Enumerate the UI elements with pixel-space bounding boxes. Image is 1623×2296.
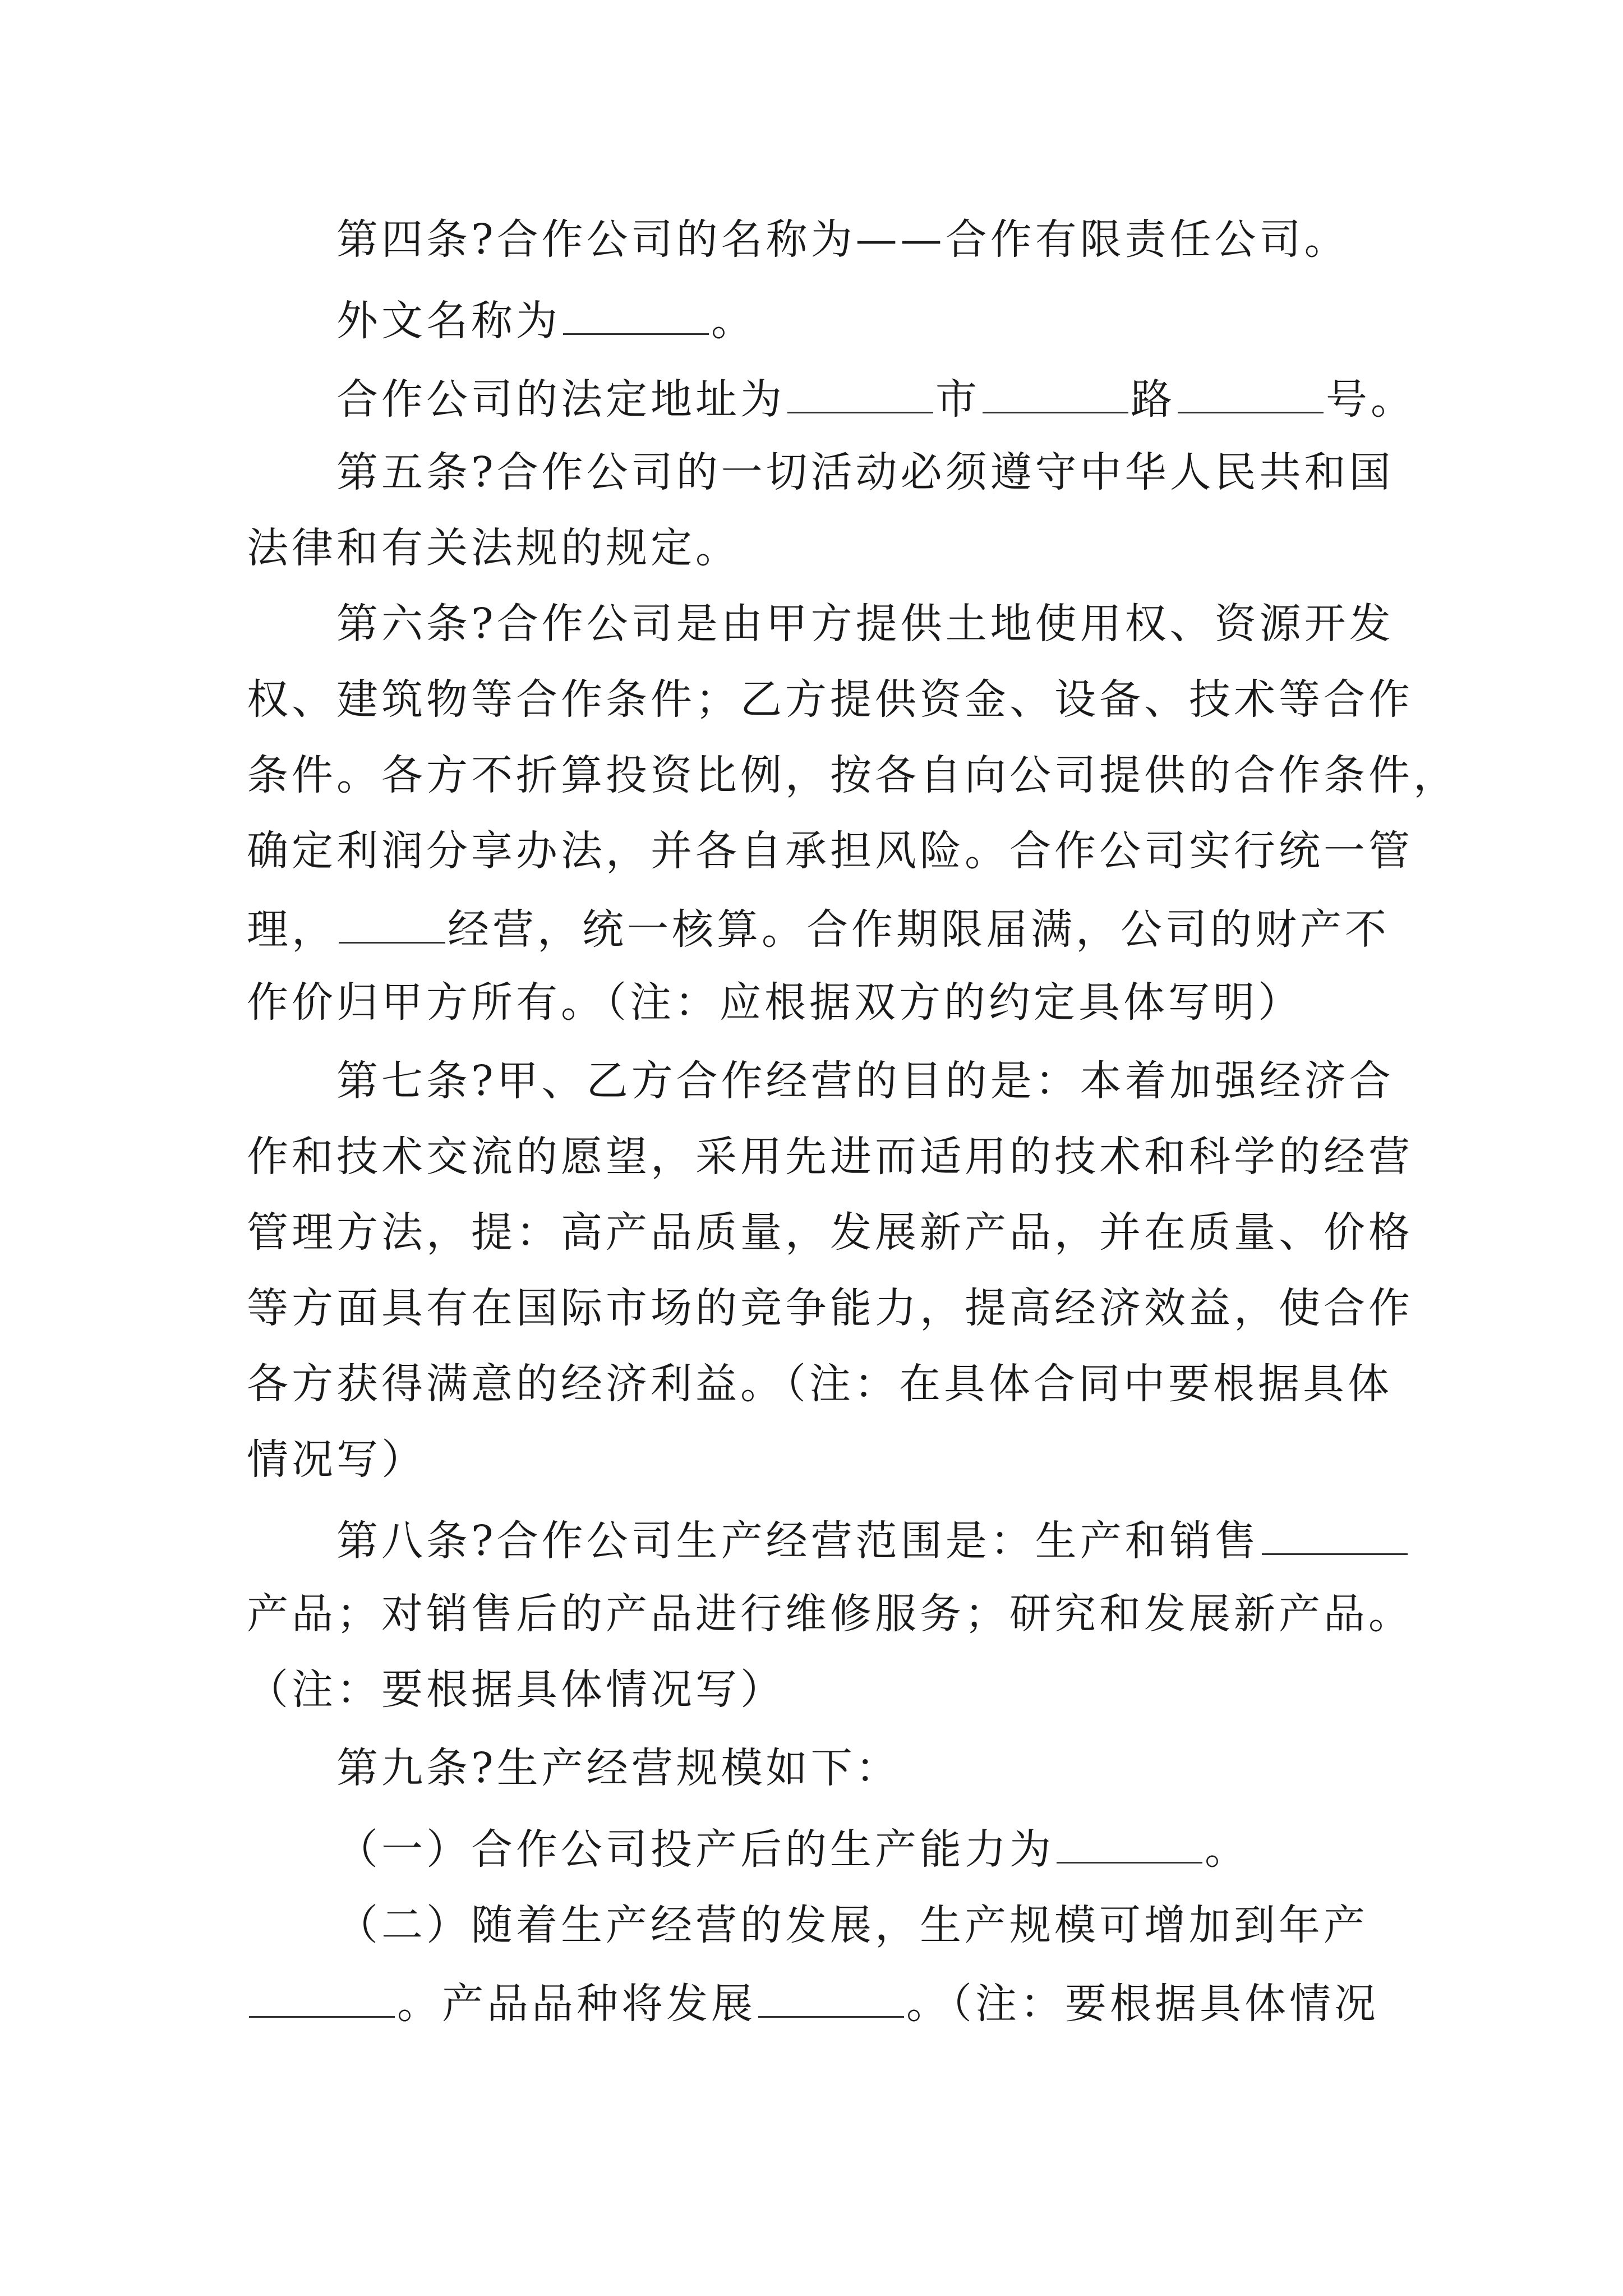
article-7-text-5: 各方获得满意的经济利益。（注：在具体合同中要根据具体 (247, 1360, 1393, 1408)
article-8-line-3 (247, 1665, 785, 1714)
product-blank (1262, 1517, 1408, 1555)
article-6-line-2 (247, 675, 1413, 724)
legal-address-label: 合作公司的法定地址为 (336, 375, 785, 424)
article-7-text-1: 第七条?甲、乙方合作经营的目的是：本着加强经济合 (336, 1057, 1394, 1105)
article-6-text-2: 权、建筑物等合作条件；乙方提供资金、设备、技术等合作 (247, 675, 1413, 724)
article-7-text-6: 情况写） (247, 1435, 426, 1484)
article-9-item-2-text: （二）随着生产经营的发展，生产规模可增加到年产 (336, 1901, 1368, 1949)
article-6-line-5 (247, 905, 1390, 954)
article-7-text-4: 等方面具有在国际市场的竞争能力，提高经济效益，使合作 (247, 1284, 1413, 1332)
article-7-line-6 (247, 1435, 426, 1484)
article-7-line-2 (247, 1133, 1413, 1181)
road-label: 路 (1131, 375, 1175, 424)
article-9-item-1 (336, 1825, 1249, 1874)
number-blank (1178, 376, 1324, 413)
foreign-name-line (336, 297, 756, 345)
article-9-item-2-cont (247, 1980, 1379, 2028)
article-4-text: 第四条?合作公司的名称为——合作有限责任公司。 (336, 215, 1349, 264)
article-5-line-1 (336, 448, 1394, 496)
article-7-text-3: 管理方法，提：高产品质量，发展新产品，并在质量、价格 (247, 1208, 1413, 1257)
article-9-item-2-cont-b: 。（注：要根据具体情况 (906, 1980, 1379, 2028)
article-5-line-2 (247, 524, 740, 572)
road-blank (983, 376, 1128, 413)
article-8-line-2 (247, 1590, 1413, 1638)
article-6-text-5a: 理， (247, 905, 336, 954)
article-6-line-4 (247, 827, 1413, 875)
article-9-item-2 (336, 1901, 1368, 1949)
article-9-item-2-cont-a: 。产品品种将发展 (397, 1980, 756, 2028)
article-5-text-1: 第五条?合作公司的一切活动必须遵守中华人民共和国 (336, 448, 1394, 496)
number-label: 号。 (1326, 375, 1415, 424)
foreign-name-label: 外文名称为 (336, 297, 561, 345)
article-9-item-1-text: （一）合作公司投产后的生产能力为 (336, 1825, 1054, 1874)
article-5-text-2: 法律和有关法规的规定。 (247, 524, 740, 572)
article-9-text-1: 第九条?生产经营规模如下： (336, 1744, 901, 1792)
article-8-line-1 (336, 1517, 1410, 1565)
article-6-text-1: 第六条?合作公司是由甲方提供土地使用权、资源开发 (336, 600, 1394, 648)
article-9-item-1-end: 。 (1205, 1825, 1249, 1874)
foreign-name-blank (563, 297, 709, 335)
foreign-name-end: 。 (711, 297, 756, 345)
article-6-text-5b: 经营，统一核算。合作期限届满，公司的财产不 (448, 905, 1390, 954)
article-6-text-3: 条件。各方不折算投资比例，按各自向公司提供的合作条件， (247, 751, 1458, 799)
capacity-blank (1057, 1826, 1202, 1864)
article-7-text-2: 作和技术交流的愿望，采用先进而适用的技术和科学的经营 (247, 1133, 1413, 1181)
article-8-text-1: 第八条?合作公司生产经营范围是：生产和销售 (336, 1517, 1260, 1565)
article-7-line-1 (336, 1057, 1394, 1105)
city-blank (787, 376, 933, 413)
article-8-text-3: （注：要根据具体情况写） (247, 1665, 785, 1714)
article-6-line-3 (247, 751, 1458, 799)
article-9-line-1 (336, 1744, 901, 1792)
article-6-text-6: 作价归甲方所有。（注：应根据双方的约定具体写明） (247, 978, 1303, 1027)
product-variety-blank (758, 1980, 904, 2018)
article-6-line-6 (247, 978, 1303, 1027)
annual-output-blank (249, 1980, 395, 2018)
article-4-line (336, 215, 1349, 264)
article-6-line-1 (336, 600, 1394, 648)
article-7-line-3 (247, 1208, 1413, 1257)
article-7-line-5 (247, 1360, 1393, 1408)
legal-address-line (336, 375, 1415, 424)
management-blank (339, 906, 445, 944)
article-7-line-4 (247, 1284, 1413, 1332)
article-6-text-4: 确定利润分享办法，并各自承担风险。合作公司实行统一管 (247, 827, 1413, 875)
city-label: 市 (935, 375, 980, 424)
article-8-text-2: 产品；对销售后的产品进行维修服务；研究和发展新产品。 (247, 1590, 1413, 1638)
